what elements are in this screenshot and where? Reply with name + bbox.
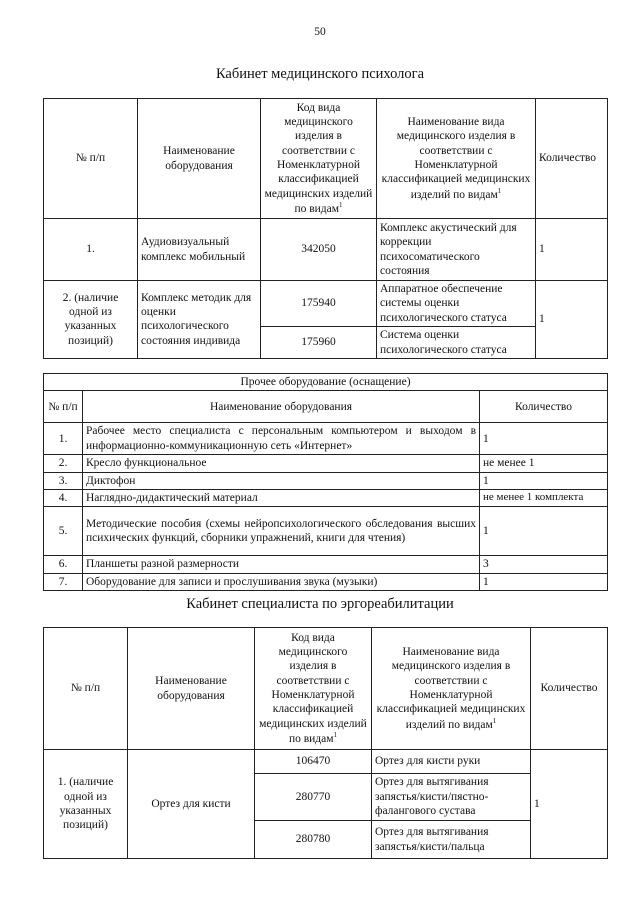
table-row: 1. Аудиовизуальный комплекс мобильный 342050 Комплекс акустический для коррекции психосоматического состояния 1 [44,219,608,281]
table-row: 7. Оборудование для записи и прослушивания звука (музыки) 1 [44,573,608,590]
header-name: Наименование оборудования [138,99,261,219]
header-code: Код вида медицинского изделия в соответствии с Номенклатурной классификацией медицинских изделий по видам$^1$ [261,99,377,219]
other-equipment-title: Прочее оборудование (оснащение) [44,374,608,391]
table-row: 3. Диктофон 1 [44,472,608,489]
header-qty: Количество [536,99,608,219]
table-row: 280770 Ортез для вытягивания запястья/кисти/пястно-фалангового сустава [44,774,608,821]
section1-title: Кабинет медицинского психолога [215,66,425,82]
table-row: 2. Кресло функциональное не менее 1 [44,455,608,472]
table-row: 280780 Ортез для вытягивания запястья/кисти/пальца [44,821,608,859]
table-row: 1. Рабочее место специалиста с персональным компьютером и выходом в информационно-коммуникационную сеть «Интернет» 1 [44,423,608,455]
table-row: 4. Наглядно-дидактический материал не менее 1 комплекта [44,489,608,506]
ergorehab-table [43,627,608,859]
psychologist-table [43,98,608,359]
table-row: 6. Планшеты разной размерности 3 [44,556,608,573]
table-header-row: № п/п Наименование оборудования Количество [44,391,608,423]
table-header-row: № п/п Наименование оборудования Код вида медицинского изделия в соответствии с Номенклатурной классификацией медицинских изделий по видам$^1$ Наименование вида медицинского изделия в соответствии с Номенклатурной классификацией медицинских изделий по видам$^1$ Количество [44,628,608,750]
table-header-row [44,99,608,219]
table-row: 1. (наличие одной из указанных позиций) Ортез для кисти 106470 Ортез для кисти руки 1 [44,750,608,774]
section2-title: Кабинет специалиста по эргореабилитации [186,596,454,612]
header-kind: Наименование вида медицинского изделия в соответствии с Номенклатурной классификацией медицинских изделий по видам$^1$ [377,99,536,219]
table-row: 2. (наличие одной из указанных позиций) Комплекс методик для оценки психологического состояния индивида 175940 Аппаратное обеспечение системы оценки психологического статуса 1 [44,281,608,327]
table-row: 5. Методические пособия (схемы нейропсихологического обследования высших психических функций, сборники упражнений, книги для чтения) 1 [44,507,608,556]
table-row: 175960 Система оценки психологического статуса [44,327,608,359]
other-equipment-table [43,373,608,591]
header-num: № п/п [44,99,138,219]
page-number: 50 [314,26,326,38]
